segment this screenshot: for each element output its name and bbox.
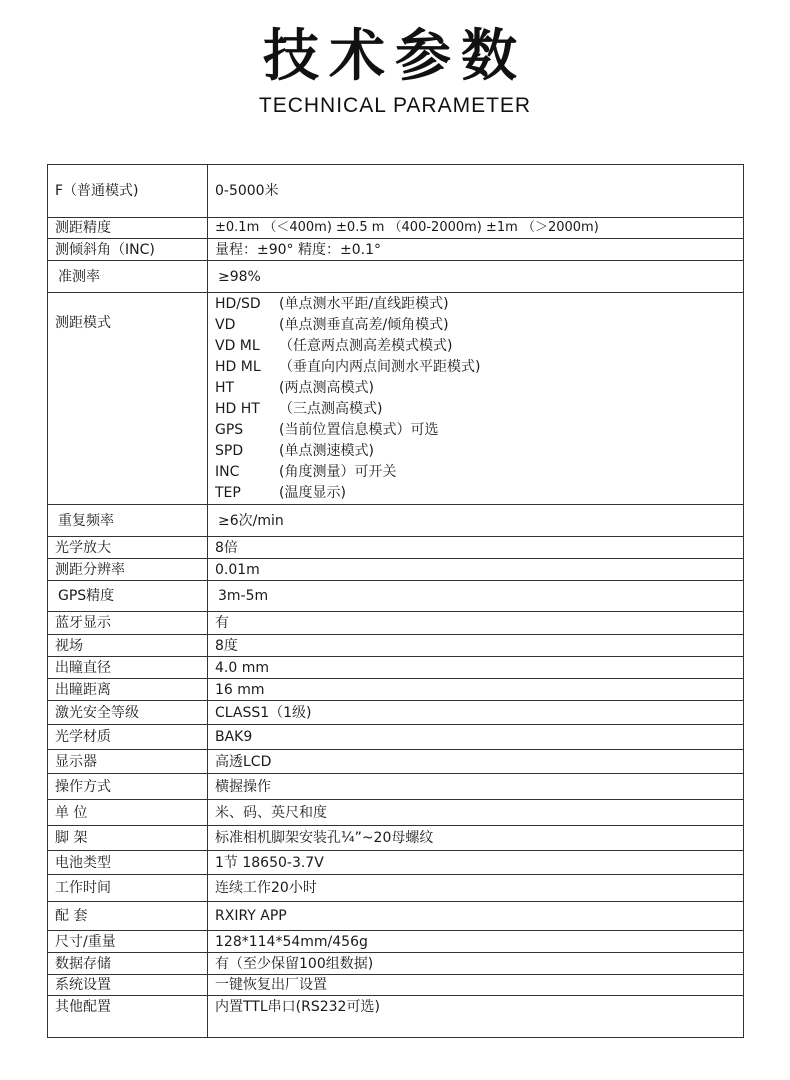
- spec-value: 8倍: [208, 537, 744, 559]
- spec-label: 蓝牙显示: [48, 612, 208, 635]
- list-item: [215, 399, 743, 420]
- spec-value: 有: [208, 612, 744, 635]
- table-row: [48, 657, 744, 679]
- table-row: [48, 505, 744, 537]
- spec-label: 工作时间: [48, 875, 208, 902]
- spec-label: 激光安全等级: [48, 701, 208, 725]
- spec-value: BAK9: [208, 725, 744, 750]
- table-row: [48, 635, 744, 657]
- mode-code: HD/SD: [215, 296, 261, 312]
- spec-label: 出瞳距离: [48, 679, 208, 701]
- mode-desc: (角度测量）可开关: [279, 464, 397, 480]
- table-row: [48, 996, 744, 1038]
- table-row: [48, 875, 744, 902]
- spec-label: F（普通模式): [48, 165, 208, 218]
- spec-value: 8度: [208, 635, 744, 657]
- spec-value: 量程：±90° 精度：±0.1°: [208, 239, 744, 261]
- mode-desc: （三点测高模式): [279, 401, 383, 417]
- list-item: [215, 336, 743, 357]
- mode-code: VD: [215, 317, 236, 333]
- table-row: [48, 581, 744, 612]
- table-row: [48, 931, 744, 953]
- spec-value: 128*114*54mm/456g: [208, 931, 744, 953]
- mode-code: VD ML: [215, 338, 260, 354]
- table-row: [48, 750, 744, 774]
- spec-label: 光学放大: [48, 537, 208, 559]
- spec-label: 数据存储: [48, 953, 208, 975]
- spec-value: 横握操作: [208, 774, 744, 800]
- table-row: [48, 612, 744, 635]
- list-item: [215, 483, 743, 504]
- table-row: [48, 537, 744, 559]
- mode-code: HT: [215, 380, 235, 396]
- table-row: [48, 293, 744, 505]
- spec-label: 系统设置: [48, 975, 208, 996]
- spec-label: 测距精度: [48, 218, 208, 239]
- list-item: [215, 420, 743, 441]
- spec-label: 测距分辨率: [48, 559, 208, 581]
- spec-value: CLASS1（1级): [208, 701, 744, 725]
- spec-value: 16 mm: [208, 679, 744, 701]
- ranging-modes-list: [208, 293, 744, 505]
- list-item: [215, 294, 743, 315]
- spec-value: RXIRY APP: [208, 902, 744, 931]
- spec-label: 重复频率: [48, 505, 208, 537]
- mode-code: GPS: [215, 422, 244, 438]
- spec-value: 连续工作20小时: [208, 875, 744, 902]
- page-subtitle: TECHNICAL PARAMETER: [258, 94, 532, 117]
- spec-value: 高透LCD: [208, 750, 744, 774]
- mode-desc: (单点测垂直高差/倾角模式): [279, 317, 449, 333]
- spec-label: GPS精度: [48, 581, 208, 612]
- spec-label: 操作方式: [48, 774, 208, 800]
- table-row: [48, 725, 744, 750]
- table-row: [48, 902, 744, 931]
- spec-value: 1节 18650-3.7V: [208, 851, 744, 875]
- table-row: [48, 953, 744, 975]
- spec-label: 出瞳直径: [48, 657, 208, 679]
- spec-value: 一键恢复出厂设置: [208, 975, 744, 996]
- spec-label: 单 位: [48, 800, 208, 826]
- spec-value: ≥98%: [208, 261, 744, 293]
- mode-desc: (温度显示): [279, 485, 346, 501]
- mode-code: SPD: [215, 443, 244, 459]
- mode-desc: (单点测速模式): [279, 443, 374, 459]
- mode-desc: （任意两点测高差模式模式): [279, 338, 453, 354]
- table-row: [48, 218, 744, 239]
- mode-code: TEP: [215, 485, 241, 501]
- spec-label: 测距模式: [48, 293, 208, 505]
- spec-label: 测倾斜角（INC): [48, 239, 208, 261]
- table-row: [48, 261, 744, 293]
- spec-label: 其他配置: [48, 996, 208, 1038]
- list-item: [215, 441, 743, 462]
- spec-value: 0.01m: [208, 559, 744, 581]
- list-item: [215, 378, 743, 399]
- mode-code: HD HT: [215, 401, 260, 417]
- spec-label: 显示器: [48, 750, 208, 774]
- mode-desc: (单点测水平距/直线距模式): [279, 296, 449, 312]
- spec-value: 标准相机脚架安装孔¼”~20母螺纹: [208, 826, 744, 851]
- spec-value: ≥6次/min: [208, 505, 744, 537]
- table-row: [48, 559, 744, 581]
- mode-desc: (两点测高模式): [279, 380, 374, 396]
- mode-desc: （垂直向内两点间测水平距模式): [279, 359, 481, 375]
- table-row: [48, 851, 744, 875]
- table-row: [48, 239, 744, 261]
- spec-table: [47, 164, 744, 1038]
- mode-desc: (当前位置信息模式）可选: [279, 422, 439, 438]
- spec-value: 4.0 mm: [208, 657, 744, 679]
- table-row: [48, 679, 744, 701]
- page-title: 技术参数: [263, 24, 527, 89]
- list-item: [215, 462, 743, 483]
- spec-value: 3m-5m: [208, 581, 744, 612]
- table-row: [48, 774, 744, 800]
- table-row: [48, 165, 744, 218]
- mode-code: HD ML: [215, 359, 261, 375]
- spec-label: 准测率: [48, 261, 208, 293]
- spec-value: 米、码、英尺和度: [208, 800, 744, 826]
- spec-label: 配 套: [48, 902, 208, 931]
- spec-value: 有（至少保留100组数据): [208, 953, 744, 975]
- table-row: [48, 826, 744, 851]
- table-row: [48, 701, 744, 725]
- list-item: [215, 315, 743, 336]
- spec-value: 内置TTL串口(RS232可选): [208, 996, 744, 1038]
- list-item: [215, 357, 743, 378]
- spec-label: 尺寸/重量: [48, 931, 208, 953]
- table-row: [48, 800, 744, 826]
- table-row: [48, 975, 744, 996]
- spec-label: 脚 架: [48, 826, 208, 851]
- spec-value: 0-5000米: [208, 165, 744, 218]
- spec-value: ±0.1m （＜400m) ±0.5 m （400-2000m) ±1m （＞2000m): [208, 218, 744, 239]
- spec-label: 光学材质: [48, 725, 208, 750]
- spec-label: 视场: [48, 635, 208, 657]
- mode-code: INC: [215, 464, 240, 480]
- spec-label: 电池类型: [48, 851, 208, 875]
